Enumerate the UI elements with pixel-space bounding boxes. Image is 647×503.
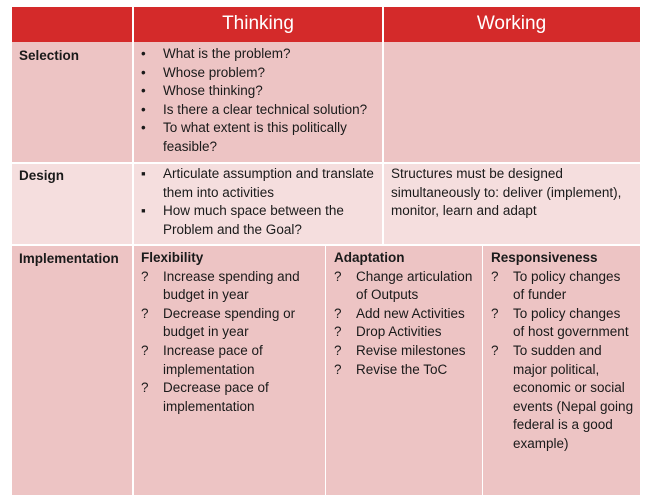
row-label-implementation: Implementation: [12, 245, 133, 495]
row-label-design: Design: [12, 162, 133, 245]
row-divider: [12, 244, 640, 246]
framework-table: [12, 7, 640, 495]
list-item: ? Increase pace of implementation: [141, 342, 263, 377]
selection-thinking-cell: [133, 42, 383, 162]
responsiveness-title: Responsiveness: [491, 250, 598, 265]
list-item: ? Drop Activities: [334, 324, 442, 340]
list-item: ▪ How much space between the Problem and the Goal?: [141, 203, 344, 237]
selection-working-cell: [383, 42, 640, 162]
list-item: ? Change articulation of Outputs: [334, 268, 473, 303]
list-item: ? To policy changes of host government: [491, 305, 629, 340]
adaptation-list: [326, 268, 483, 380]
list-item: • What is the problem?: [141, 46, 291, 61]
list-item: • Whose thinking?: [141, 83, 263, 99]
responsiveness-cell: [483, 245, 640, 495]
header-blank-cell: [12, 7, 133, 42]
design-working-text: Structures must be designed simultaneously to: deliver (implement), monitor, learn and adapt: [391, 166, 622, 219]
responsiveness-list: [483, 268, 640, 454]
list-item: • To what extent is this politically feasible?: [141, 120, 347, 154]
list-item: • Is there a clear technical solution?: [141, 101, 368, 117]
flexibility-title: Flexibility: [141, 250, 204, 265]
flexibility-list: [133, 268, 326, 417]
list-item: ? Increase spending and budget in year: [141, 268, 300, 303]
adaptation-cell: [326, 245, 483, 495]
list-item: ? To sudden and major political, economic or social events (Nepal going federal is a good example): [491, 342, 634, 451]
row-divider: [12, 162, 640, 164]
selection-question-list: [133, 42, 383, 157]
list-item: ▪ Articulate assumption and translate them into activities: [141, 166, 374, 200]
column-divider: [482, 245, 483, 495]
list-item: ? Decrease spending or budget in year: [141, 305, 296, 340]
column-divider: [325, 245, 326, 495]
header-thinking: Thinking: [133, 7, 383, 42]
design-bullet-list: [133, 162, 383, 239]
flexibility-cell: [133, 245, 326, 495]
list-item: ? Revise milestones: [334, 342, 466, 358]
adaptation-title: Adaptation: [334, 250, 405, 265]
list-item: • Whose problem?: [141, 64, 266, 80]
design-thinking-cell: [133, 162, 383, 245]
list-item: ? Revise the ToC: [334, 361, 448, 377]
design-working-cell: [383, 162, 640, 245]
column-divider: [132, 7, 134, 495]
column-divider: [382, 7, 384, 245]
row-label-selection: Selection: [12, 42, 133, 162]
list-item: ? Decrease pace of implementation: [141, 380, 269, 414]
header-working: Working: [383, 7, 640, 42]
list-item: ? Add new Activities: [334, 305, 465, 321]
list-item: ? To policy changes of funder: [491, 268, 621, 303]
